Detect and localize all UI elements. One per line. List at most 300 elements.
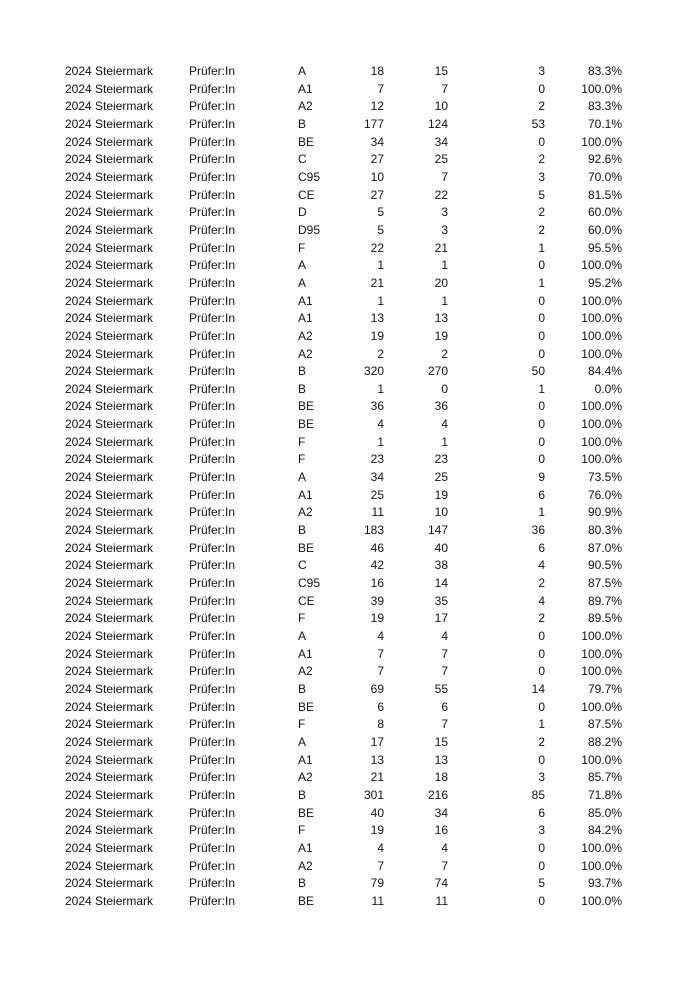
year-region-cell: 2024 Steiermark [65, 187, 154, 202]
license-class-cell: D [298, 205, 307, 220]
failed-count-cell: 2 [538, 734, 545, 749]
examiner-role-cell: Prüfer:In [189, 222, 236, 237]
year-region-cell: 2024 Steiermark [65, 275, 154, 290]
examiner-role-cell: Prüfer:In [189, 823, 236, 838]
examiner-role-cell: Prüfer:In [189, 770, 236, 785]
pass-rate-cell: 81.5% [587, 187, 622, 202]
total-count-cell: 7 [377, 858, 384, 873]
failed-count-cell: 0 [538, 293, 545, 308]
total-count-cell: 18 [370, 64, 384, 78]
table-row [0, 116, 700, 134]
examiner-role-cell: Prüfer:In [189, 787, 236, 802]
passed-count-cell: 21 [434, 240, 448, 255]
year-region-cell: 2024 Steiermark [65, 540, 154, 555]
license-class-cell: B [298, 681, 307, 696]
total-count-cell: 13 [370, 311, 384, 326]
license-class-cell: B [298, 381, 307, 396]
passed-count-cell: 13 [434, 311, 448, 326]
total-count-cell: 46 [370, 540, 384, 555]
passed-count-cell: 35 [434, 593, 448, 608]
license-class-cell: A1 [298, 752, 313, 767]
table-row [0, 858, 700, 876]
failed-count-cell: 0 [538, 752, 545, 767]
total-count-cell: 12 [370, 99, 384, 114]
year-region-cell: 2024 Steiermark [65, 470, 154, 485]
failed-count-cell: 0 [538, 664, 545, 679]
pass-rate-cell: 0.0% [594, 381, 622, 396]
year-region-cell: 2024 Steiermark [65, 346, 154, 361]
total-count-cell: 1 [377, 258, 384, 273]
pass-rate-cell: 89.7% [587, 593, 622, 608]
passed-count-cell: 216 [427, 787, 448, 802]
table-row [0, 593, 700, 611]
year-region-cell: 2024 Steiermark [65, 717, 154, 732]
pass-rate-cell: 83.3% [587, 99, 622, 114]
examiner-role-cell: Prüfer:In [189, 681, 236, 696]
license-class-cell: B [298, 876, 307, 891]
license-class-cell: C [298, 558, 307, 573]
examiner-role-cell: Prüfer:In [189, 417, 236, 432]
table-row [0, 98, 700, 116]
pass-rate-cell: 100.0% [581, 134, 622, 149]
examiner-role-cell: Prüfer:In [189, 240, 236, 255]
table-row [0, 646, 700, 664]
failed-count-cell: 6 [538, 805, 545, 820]
total-count-cell: 1 [377, 293, 384, 308]
total-count-cell: 7 [377, 646, 384, 661]
pass-rate-cell: 90.5% [587, 558, 622, 573]
year-region-cell: 2024 Steiermark [65, 752, 154, 767]
license-class-cell: A1 [298, 487, 313, 502]
total-count-cell: 10 [370, 169, 384, 184]
pass-rate-cell: 100.0% [581, 699, 622, 714]
total-count-cell: 69 [370, 681, 384, 696]
year-region-cell: 2024 Steiermark [65, 558, 154, 573]
passed-count-cell: 22 [434, 187, 448, 202]
total-count-cell: 2 [377, 346, 384, 361]
total-count-cell: 4 [377, 417, 384, 432]
passed-count-cell: 19 [434, 328, 448, 343]
license-class-cell: F [298, 823, 306, 838]
total-count-cell: 5 [377, 205, 384, 220]
failed-count-cell: 1 [538, 505, 545, 520]
passed-count-cell: 13 [434, 752, 448, 767]
examiner-role-cell: Prüfer:In [189, 699, 236, 714]
passed-count-cell: 23 [434, 452, 448, 467]
table-row [0, 575, 700, 593]
license-class-cell: BE [298, 893, 315, 908]
license-class-cell: B [298, 523, 307, 538]
total-count-cell: 11 [371, 505, 384, 520]
license-class-cell: A1 [298, 293, 313, 308]
failed-count-cell: 14 [531, 681, 545, 696]
examiner-role-cell: Prüfer:In [189, 293, 236, 308]
pass-rate-cell: 83.3% [587, 64, 622, 78]
license-class-cell: A1 [298, 840, 313, 855]
table-row [0, 240, 700, 258]
total-count-cell: 34 [370, 470, 384, 485]
license-class-cell: F [298, 434, 306, 449]
failed-count-cell: 1 [538, 381, 545, 396]
pass-rate-cell: 100.0% [581, 399, 622, 414]
total-count-cell: 1 [377, 434, 384, 449]
failed-count-cell: 4 [538, 558, 545, 573]
table-row [0, 63, 700, 81]
year-region-cell: 2024 Steiermark [65, 664, 154, 679]
total-count-cell: 7 [377, 81, 384, 96]
total-count-cell: 27 [370, 152, 384, 167]
license-class-cell: B [298, 116, 307, 131]
pass-rate-cell: 87.5% [587, 717, 622, 732]
pass-rate-cell: 80.3% [587, 523, 622, 538]
failed-count-cell: 6 [538, 540, 545, 555]
examiner-role-cell: Prüfer:In [189, 470, 236, 485]
passed-count-cell: 15 [434, 734, 448, 749]
examiner-role-cell: Prüfer:In [189, 558, 236, 573]
passed-count-cell: 34 [434, 134, 448, 149]
examiner-role-cell: Prüfer:In [189, 717, 236, 732]
examiner-role-cell: Prüfer:In [189, 364, 236, 379]
examiner-role-cell: Prüfer:In [189, 81, 236, 96]
passed-count-cell: 40 [434, 540, 448, 555]
failed-count-cell: 0 [538, 134, 545, 149]
failed-count-cell: 85 [531, 787, 545, 802]
year-region-cell: 2024 Steiermark [65, 399, 154, 414]
year-region-cell: 2024 Steiermark [65, 293, 154, 308]
table-row [0, 328, 700, 346]
examiner-role-cell: Prüfer:In [189, 381, 236, 396]
license-class-cell: A [298, 470, 307, 485]
examiner-role-cell: Prüfer:In [189, 629, 236, 643]
passed-count-cell: 7 [441, 717, 448, 732]
examiner-role-cell: Prüfer:In [189, 275, 236, 290]
pass-rate-cell: 100.0% [581, 752, 622, 767]
passed-count-cell: 3 [441, 205, 448, 220]
failed-count-cell: 2 [538, 99, 545, 114]
table-row [0, 134, 700, 152]
pass-rate-cell: 95.5% [587, 240, 622, 255]
license-class-cell: A2 [298, 770, 313, 785]
pass-rate-cell: 84.2% [587, 823, 622, 838]
license-class-cell: D95 [298, 222, 321, 237]
failed-count-cell: 0 [538, 81, 545, 96]
failed-count-cell: 0 [538, 840, 545, 855]
license-class-cell: F [298, 240, 306, 255]
table-row [0, 893, 700, 911]
license-class-cell: A [298, 734, 307, 749]
passed-count-cell: 4 [441, 840, 448, 855]
passed-count-cell: 38 [434, 558, 448, 573]
pass-rate-cell: 71.8% [587, 787, 622, 802]
license-class-cell: A2 [298, 99, 313, 114]
license-class-cell: A2 [298, 858, 313, 873]
passed-count-cell: 147 [427, 523, 448, 538]
total-count-cell: 19 [370, 328, 384, 343]
pass-rate-cell: 93.7% [587, 876, 622, 891]
total-count-cell: 36 [370, 399, 384, 414]
year-region-cell: 2024 Steiermark [65, 99, 154, 114]
examiner-role-cell: Prüfer:In [189, 346, 236, 361]
pass-rate-cell: 60.0% [587, 222, 622, 237]
passed-count-cell: 3 [441, 222, 448, 237]
total-count-cell: 40 [370, 805, 384, 820]
table-row [0, 293, 700, 311]
failed-count-cell: 4 [538, 593, 545, 608]
examiner-role-cell: Prüfer:In [189, 152, 236, 167]
total-count-cell: 19 [370, 823, 384, 838]
year-region-cell: 2024 Steiermark [65, 770, 154, 785]
failed-count-cell: 1 [538, 275, 545, 290]
pass-rate-cell: 70.0% [587, 169, 622, 184]
year-region-cell: 2024 Steiermark [65, 893, 154, 908]
examiner-role-cell: Prüfer:In [189, 187, 236, 202]
table-row [0, 504, 700, 522]
passed-count-cell: 4 [441, 629, 448, 643]
table-row [0, 540, 700, 558]
license-class-cell: F [298, 452, 306, 467]
examiner-role-cell: Prüfer:In [189, 116, 236, 131]
license-class-cell: B [298, 364, 307, 379]
examiner-role-cell: Prüfer:In [189, 893, 236, 908]
license-class-cell: A [298, 275, 307, 290]
total-count-cell: 183 [363, 523, 384, 538]
examiner-role-cell: Prüfer:In [189, 805, 236, 820]
passed-count-cell: 15 [434, 64, 448, 78]
year-region-cell: 2024 Steiermark [65, 523, 154, 538]
license-class-cell: A1 [298, 646, 313, 661]
pass-rate-cell: 76.0% [587, 487, 622, 502]
year-region-cell: 2024 Steiermark [65, 434, 154, 449]
total-count-cell: 42 [370, 558, 384, 573]
table-row [0, 416, 700, 434]
examiner-role-cell: Prüfer:In [189, 734, 236, 749]
year-region-cell: 2024 Steiermark [65, 116, 154, 131]
examiner-role-cell: Prüfer:In [189, 487, 236, 502]
examiner-role-cell: Prüfer:In [189, 576, 236, 591]
examiner-role-cell: Prüfer:In [189, 646, 236, 661]
failed-count-cell: 53 [531, 116, 545, 131]
table-row [0, 840, 700, 858]
passed-count-cell: 34 [434, 805, 448, 820]
year-region-cell: 2024 Steiermark [65, 858, 154, 873]
passed-count-cell: 14 [434, 576, 448, 591]
table-row [0, 81, 700, 99]
license-class-cell: F [298, 717, 306, 732]
total-count-cell: 21 [370, 770, 384, 785]
total-count-cell: 4 [377, 629, 384, 643]
passed-count-cell: 20 [434, 275, 448, 290]
table-row [0, 752, 700, 770]
total-count-cell: 320 [363, 364, 384, 379]
failed-count-cell: 0 [538, 417, 545, 432]
passed-count-cell: 7 [441, 664, 448, 679]
examiner-role-cell: Prüfer:In [189, 64, 236, 78]
total-count-cell: 1 [377, 381, 384, 396]
failed-count-cell: 0 [538, 328, 545, 343]
table-row [0, 663, 700, 681]
examiner-role-cell: Prüfer:In [189, 258, 236, 273]
license-class-cell: A [298, 629, 307, 643]
passed-count-cell: 270 [427, 364, 448, 379]
table-row [0, 204, 700, 222]
passed-count-cell: 18 [434, 770, 448, 785]
year-region-cell: 2024 Steiermark [65, 646, 154, 661]
license-class-cell: BE [298, 540, 315, 555]
table-row [0, 398, 700, 416]
year-region-cell: 2024 Steiermark [65, 681, 154, 696]
examiner-role-cell: Prüfer:In [189, 664, 236, 679]
examiner-role-cell: Prüfer:In [189, 205, 236, 220]
license-class-cell: A1 [298, 81, 313, 96]
pass-rate-cell: 100.0% [581, 646, 622, 661]
examiner-role-cell: Prüfer:In [189, 840, 236, 855]
table-row [0, 805, 700, 823]
total-count-cell: 21 [370, 275, 384, 290]
table-row [0, 310, 700, 328]
year-region-cell: 2024 Steiermark [65, 593, 154, 608]
year-region-cell: 2024 Steiermark [65, 417, 154, 432]
failed-count-cell: 0 [538, 258, 545, 273]
failed-count-cell: 36 [531, 523, 545, 538]
failed-count-cell: 3 [538, 770, 545, 785]
license-class-cell: A2 [298, 328, 313, 343]
license-class-cell: BE [298, 805, 315, 820]
results-table [0, 63, 700, 911]
license-class-cell: A2 [298, 505, 313, 520]
year-region-cell: 2024 Steiermark [65, 629, 154, 643]
examiner-role-cell: Prüfer:In [189, 858, 236, 873]
passed-count-cell: 1 [441, 293, 448, 308]
pass-rate-cell: 100.0% [581, 417, 622, 432]
pass-rate-cell: 84.4% [587, 364, 622, 379]
table-row [0, 451, 700, 469]
table-row [0, 557, 700, 575]
examiner-role-cell: Prüfer:In [189, 399, 236, 414]
total-count-cell: 8 [377, 717, 384, 732]
table-row [0, 187, 700, 205]
passed-count-cell: 1 [441, 434, 448, 449]
failed-count-cell: 0 [538, 434, 545, 449]
passed-count-cell: 36 [434, 399, 448, 414]
passed-count-cell: 74 [434, 876, 448, 891]
total-count-cell: 16 [370, 576, 384, 591]
examiner-role-cell: Prüfer:In [189, 611, 236, 626]
pass-rate-cell: 85.0% [587, 805, 622, 820]
license-class-cell: B [298, 787, 307, 802]
total-count-cell: 7 [377, 664, 384, 679]
pass-rate-cell: 100.0% [581, 328, 622, 343]
pass-rate-cell: 100.0% [581, 840, 622, 855]
license-class-cell: BE [298, 417, 315, 432]
year-region-cell: 2024 Steiermark [65, 734, 154, 749]
license-class-cell: CE [298, 593, 315, 608]
failed-count-cell: 0 [538, 699, 545, 714]
passed-count-cell: 7 [441, 169, 448, 184]
failed-count-cell: 0 [538, 629, 545, 643]
table-row [0, 151, 700, 169]
table-row [0, 822, 700, 840]
passed-count-cell: 25 [434, 152, 448, 167]
pass-rate-cell: 60.0% [587, 205, 622, 220]
year-region-cell: 2024 Steiermark [65, 787, 154, 802]
table-row [0, 487, 700, 505]
pass-rate-cell: 100.0% [581, 434, 622, 449]
failed-count-cell: 0 [538, 399, 545, 414]
examiner-role-cell: Prüfer:In [189, 434, 236, 449]
license-class-cell: C95 [298, 169, 321, 184]
pass-rate-cell: 85.7% [587, 770, 622, 785]
total-count-cell: 19 [370, 611, 384, 626]
year-region-cell: 2024 Steiermark [65, 505, 154, 520]
passed-count-cell: 2 [441, 346, 448, 361]
total-count-cell: 25 [370, 487, 384, 502]
year-region-cell: 2024 Steiermark [65, 169, 154, 184]
failed-count-cell: 1 [538, 240, 545, 255]
year-region-cell: 2024 Steiermark [65, 258, 154, 273]
pass-rate-cell: 87.5% [587, 576, 622, 591]
examiner-role-cell: Prüfer:In [189, 593, 236, 608]
total-count-cell: 34 [370, 134, 384, 149]
pass-rate-cell: 95.2% [587, 275, 622, 290]
year-region-cell: 2024 Steiermark [65, 328, 154, 343]
failed-count-cell: 0 [538, 646, 545, 661]
failed-count-cell: 6 [538, 487, 545, 502]
examiner-role-cell: Prüfer:In [189, 876, 236, 891]
failed-count-cell: 2 [538, 611, 545, 626]
table-row [0, 734, 700, 752]
license-class-cell: A1 [298, 311, 313, 326]
year-region-cell: 2024 Steiermark [65, 823, 154, 838]
failed-count-cell: 2 [538, 152, 545, 167]
passed-count-cell: 7 [441, 858, 448, 873]
year-region-cell: 2024 Steiermark [65, 240, 154, 255]
year-region-cell: 2024 Steiermark [65, 699, 154, 714]
failed-count-cell: 0 [538, 858, 545, 873]
license-class-cell: BE [298, 399, 315, 414]
examiner-role-cell: Prüfer:In [189, 523, 236, 538]
table-row [0, 169, 700, 187]
failed-count-cell: 2 [538, 222, 545, 237]
passed-count-cell: 124 [427, 116, 448, 131]
passed-count-cell: 19 [434, 487, 448, 502]
pass-rate-cell: 87.0% [587, 540, 622, 555]
passed-count-cell: 1 [441, 258, 448, 273]
pass-rate-cell: 100.0% [581, 81, 622, 96]
year-region-cell: 2024 Steiermark [65, 64, 154, 78]
license-class-cell: BE [298, 699, 315, 714]
total-count-cell: 17 [370, 734, 384, 749]
total-count-cell: 4 [377, 840, 384, 855]
table-row [0, 381, 700, 399]
license-class-cell: A [298, 258, 307, 273]
table-row [0, 769, 700, 787]
table-row [0, 628, 700, 646]
table-row [0, 346, 700, 364]
failed-count-cell: 5 [538, 187, 545, 202]
pass-rate-cell: 100.0% [581, 311, 622, 326]
passed-count-cell: 0 [441, 381, 448, 396]
examiner-role-cell: Prüfer:In [189, 99, 236, 114]
passed-count-cell: 16 [434, 823, 448, 838]
failed-count-cell: 0 [538, 893, 545, 908]
failed-count-cell: 5 [538, 876, 545, 891]
pass-rate-cell: 92.6% [587, 152, 622, 167]
passed-count-cell: 55 [434, 681, 448, 696]
examiner-role-cell: Prüfer:In [189, 540, 236, 555]
examiner-role-cell: Prüfer:In [189, 134, 236, 149]
examiner-role-cell: Prüfer:In [189, 752, 236, 767]
passed-count-cell: 17 [434, 611, 448, 626]
